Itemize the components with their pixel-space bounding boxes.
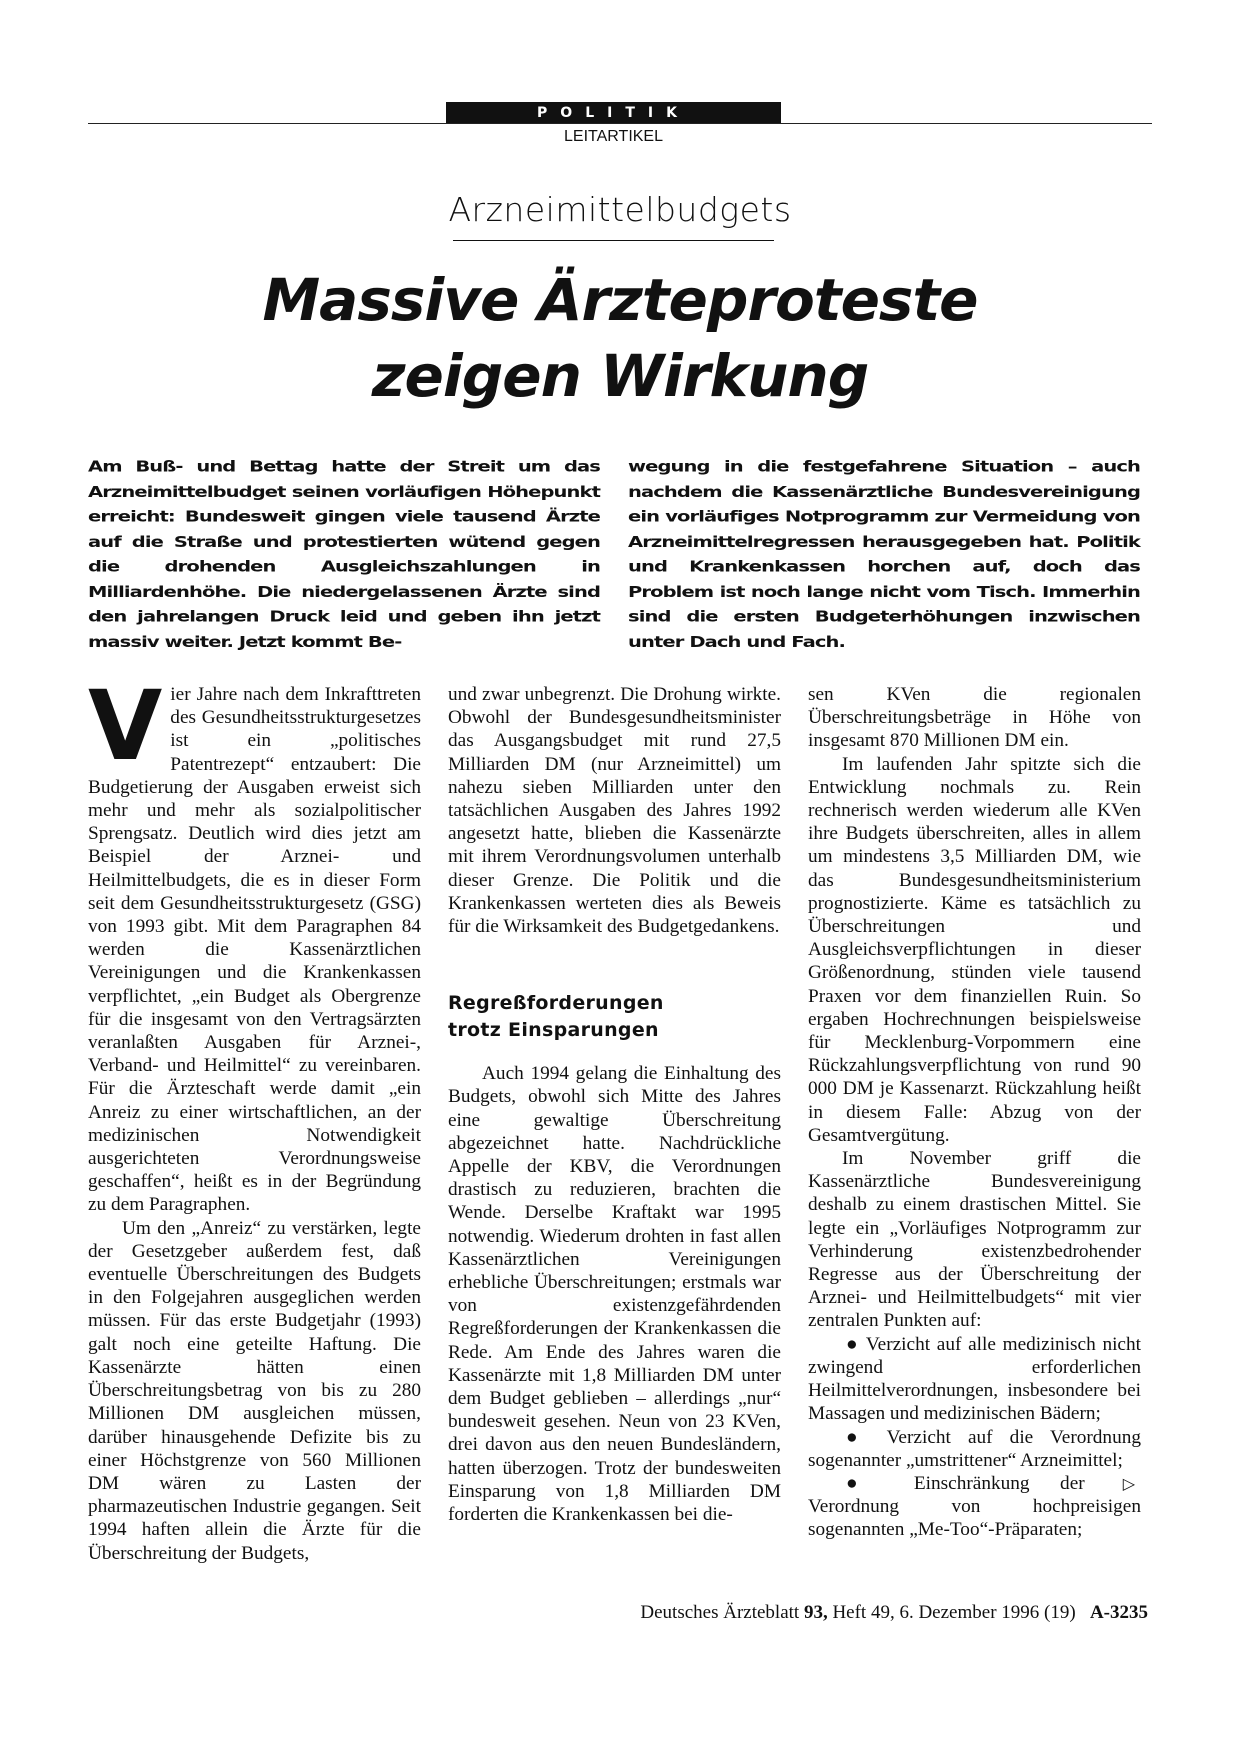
body-column-3 [808, 683, 1141, 1542]
drop-cap: V [88, 670, 163, 782]
body-paragraph: Im November griff die Kassenärztliche Bundesvereinigung deshalb zu einem drastischen Mittel. Sie legte ein „Vorläufiges Notprogramm zur Verhinderung existenzbedrohender Regresse aus der Überschreitung der Arznei- und Heilmittelbudgets“ mit vier zentralen Punkten auf: [808, 1148, 1141, 1332]
continue-arrow-icon: ▷ [1122, 1473, 1135, 1493]
lead-paragraph-col2: wegung in die festgefahrene Situation – auch nachdem die Kassenärztliche Bundesvereinigung ein vorläufiges Notprogramm zur Vermeidung von Arzneimittelregressen herausgegeben hat. Politik und Krankenkassen horchen auf, doch das Problem ist noch lange nicht vom Tisch. Immerhin sind die ersten Budgeterhöhungen inzwischen unter Dach und Fach. [628, 457, 1140, 651]
page-number: A-3235 [1089, 1602, 1148, 1623]
body-paragraph: Um den „Anreiz“ zu verstärken, legte der Gesetzgeber außerdem fest, daß eventuelle Überschreitungen des Budgets in den Folgejahren ausgeglichen werden müssen. Für das erste Budgetjahr (1993) galt noch eine geteilte Haftung. Die Kassenärzte hätten einen Überschreitungsbetrag von bis zu 280 Millionen DM ausgleichen müssen, darüber hinausgehende Defizite bis zu einer Höchstgrenze von 560 Millionen DM wären zu Lasten der pharmazeutischen Industrie gegangen. Seit 1994 haften allein die Ärzte für die Überschreitung der Budgets, [88, 1217, 421, 1564]
headline-line-2: zeigen Wirkung [371, 342, 869, 410]
page-footer [640, 1602, 1148, 1624]
bullet-item-last [808, 1472, 1141, 1542]
article-kicker: Arzneimittelbudgets [448, 190, 792, 229]
body-paragraph: Auch 1994 gelang die Einhaltung des Budgets, obwohl sich Mitte des Jahres eine gewaltige Überschreitung abgezeichnet hatte. Nachdrückliche Appelle der KBV, die Verordnungen drastisch zu reduzieren, brachten die Wende. Derselbe Kraftakt war 1995 notwendig. Wiederum drohten in fast allen Kassenärztlichen Vereinigungen erhebliche Überschreitungen; erstmals war von existenzgefährdenden Regreßforderungen der Krankenkassen die Rede. Am Ende des Jahres waren die Kassenärzte mit 1,8 Milliarden DM unter dem Budget geblieben – allerdings „nur“ bundesweit gesehen. Neun von 23 KVen, drei davon aus den neuen Bundesländern, hatten überzogen. Trotz der bundesweiten Einsparung von 1,8 Milliarden DM forderten die Krankenkassen bei die- [448, 1063, 781, 1526]
lead-paragraph-col1: Am Buß- und Bettag hatte der Streit um das Arzneimittelbudget seinen vorläufigen Höhepunkt erreicht: Bundesweit gingen viele tausend Ärzte auf die Straße und protestierten wütend gegen die drohenden Ausgleichszahlungen in Milliardenhöhe. Die niedergelassenen Ärzte sind den jahrelangen Druck leid und geben ihn jetzt massiv weiter. Jetzt kommt Be- [88, 457, 600, 651]
body-column-2 [448, 683, 781, 1526]
subheading-line-2: trotz Einsparungen [448, 1019, 659, 1042]
section-label: POLITIK [446, 102, 781, 124]
journal-name: Deutsches Ärzteblatt [640, 1602, 800, 1623]
headline-line-1: Massive Ärzteproteste [262, 266, 978, 334]
subheading-line-1: Regreßforderungen [448, 992, 664, 1015]
kicker-underline [453, 240, 774, 241]
bullet-item: ● Verzicht auf die Verordnung sogenannter „umstrittener“ Arzneimittel; [808, 1426, 1141, 1471]
section-subheading [448, 990, 781, 1044]
body-column-1 [88, 670, 421, 1565]
subsection-label: LEITARTIKEL [564, 128, 663, 145]
issue-info: Heft 49, 6. Dezember 1996 (19) [832, 1602, 1076, 1623]
bullet-text: ● Einschränkung der Verordnung von hochpreisigen sogenannten „Me-Too“-Präparaten; [808, 1472, 1141, 1541]
article-headline [160, 262, 1080, 414]
body-paragraph: sen KVen die regionalen Überschreitungsbeträge in Höhe von insgesamt 870 Millionen DM ein. [808, 684, 1141, 752]
header-rule [88, 123, 1152, 124]
body-paragraph: ier Jahre nach dem Inkrafttreten des Gesundheitsstrukturgesetzes ist ein „politisches Patentrezept“ entzaubert: Die Budgetierung der Ausgaben erweist sich mehr und mehr als sozialpolitischer Sprengsatz. Deutlich wird dies jetzt am Beispiel der Arznei- und Heilmittelbudgets, die es in dieser Form seit dem Gesundheitsstrukturgesetz (GSG) von 1993 gibt. Mit dem Paragraphen 84 werden die Kassenärztlichen Vereinigungen und die Krankenkassen verpflichtet, „ein Budget als Obergrenze für die insgesamt von den Vertragsärzten veranlaßten Ausgaben für Arznei-, Verband- und Heilmittel“ zu vereinbaren. Für die Ärzteschaft werde damit „ein Anreiz zu einer wirtschaftlichen, an der medizinischen Notwendigkeit ausgerichteten Verordnungsweise geschaffen“, heißt es in der Begründung zu dem Paragraphen. [88, 684, 421, 1216]
journal-volume: 93, [803, 1602, 828, 1623]
body-paragraph: und zwar unbegrenzt. Die Drohung wirkte. Obwohl der Bundesgesundheitsminister das Ausgangsbudget mit rund 27,5 Milliarden DM (nur Arzneimittel) um nahezu sieben Milliarden unter den tatsächlichen Ausgaben des Jahres 1992 angesetzt hatte, blieben die Kassenärzte mit ihrem Verordnungsvolumen unterhalb dieser Grenze. Die Politik und die Krankenkassen werteten dies als Beweis für die Wirksamkeit des Budgetgedankens. [448, 684, 781, 938]
bullet-item: ● Verzicht auf alle medizinisch nicht zwingend erforderlichen Heilmittelverordnungen, insbesondere bei Massagen und medizinischen Bädern; [808, 1333, 1141, 1425]
body-paragraph: Im laufenden Jahr spitzte sich die Entwicklung nochmals zu. Rein rechnerisch werden wiederum alle KVen ihre Budgets überschreiten, alles in allem um mindestens 3,5 Milliarden DM, wie das Bundesgesundheitsministerium prognostizierte. Käme es tatsächlich zu Überschreitungen und Ausgleichsverpflichtungen in dieser Größenordnung, stünden viele tausend Praxen vor dem finanziellen Ruin. So ergaben Hochrechnungen beispielsweise für Mecklenburg-Vorpommern eine Rückzahlungsverpflichtung von rund 90 000 DM je Kassenarzt. Rückzahlung heißt in diesem Falle: Abzug von der Gesamtvergütung. [808, 753, 1141, 1146]
